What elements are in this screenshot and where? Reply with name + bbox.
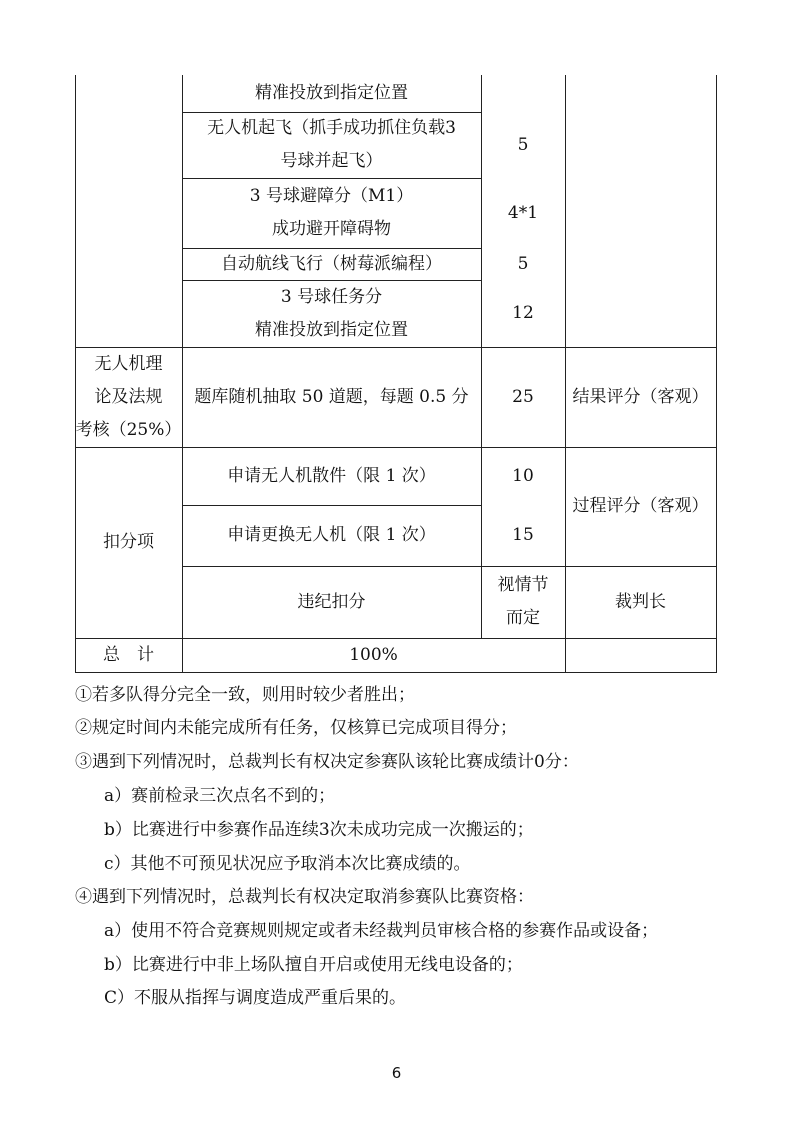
total-label: 总 计 [103,644,154,665]
score-spare-parts: 10 [512,465,534,486]
item-ball3-avoid: 3 号球避障分（M1） 成功避开障碍物 [249,186,414,239]
item-drop-tail: 精准投放到指定位置 [255,83,408,103]
table-border-right [716,75,717,673]
note-3b: b）比赛进行中参赛作品连续3次未成功完成一次搬运的； [104,820,534,840]
note-2: ②规定时间内未能完成所有任务，仅核算已完成项目得分； [75,718,517,738]
page-number: 6 [391,1064,402,1082]
note-4: ④遇到下列情况时，总裁判长有权决定取消参赛队比赛资格： [75,887,534,907]
table-row [182,75,481,112]
item-discipline: 违纪扣分 [297,591,366,612]
note-3a: a）赛前检录三次点名不到的； [104,786,336,806]
category-deduction: 扣分项 [103,532,154,552]
note-1: ①若多队得分完全一致，则用时较少者胜出； [75,685,415,705]
category-theory: 无人机理 论及法规 考核（25%） [75,353,182,440]
total-value: 100% [349,644,398,665]
score-takeoff: 5 [517,134,529,155]
method-theory: 结果评分（客观） [572,386,709,407]
note-4c: C）不服从指挥与调度造成严重后果的。 [104,988,407,1008]
note-3c: c）其他不可预见状况应予取消本次比赛成绩的。 [104,854,471,874]
note-4a: a）使用不符合竞赛规则规定或者未经裁判员审核合格的参赛作品或设备； [104,921,659,941]
item-spare-parts: 申请无人机散件（限 1 次） [227,465,436,486]
score-drop-tail [481,75,565,112]
score-discipline: 视情节 而定 [497,575,549,628]
score-auto-route: 5 [517,253,529,274]
item-auto-route: 自动航线飞行（树莓派编程） [221,253,442,274]
note-3: ③遇到下列情况时，总裁判长有权决定参赛队该轮比赛成绩计0分： [75,752,579,772]
item-theory: 题库随机抽取 50 道题，每题 0.5 分 [194,386,469,407]
table-border-bottom [75,672,717,673]
item-ball3-task: 3 号球任务分 精准投放到指定位置 [255,286,408,340]
score-ball3-avoid: 4*1 [507,202,539,223]
item-takeoff: 无人机起飞（抓手成功抓住负载3 号球并起飞） [207,118,456,171]
score-replace-drone: 15 [512,525,534,545]
item-replace-drone: 申请更换无人机（限 1 次） [227,525,436,545]
method-discipline: 裁判长 [615,591,666,612]
method-deduction: 过程评分（客观） [572,496,709,516]
score-theory: 25 [512,386,534,407]
note-4b: b）比赛进行中非上场队擅自开启或使用无线电设备的； [104,955,523,975]
score-ball3-task: 12 [512,303,534,323]
